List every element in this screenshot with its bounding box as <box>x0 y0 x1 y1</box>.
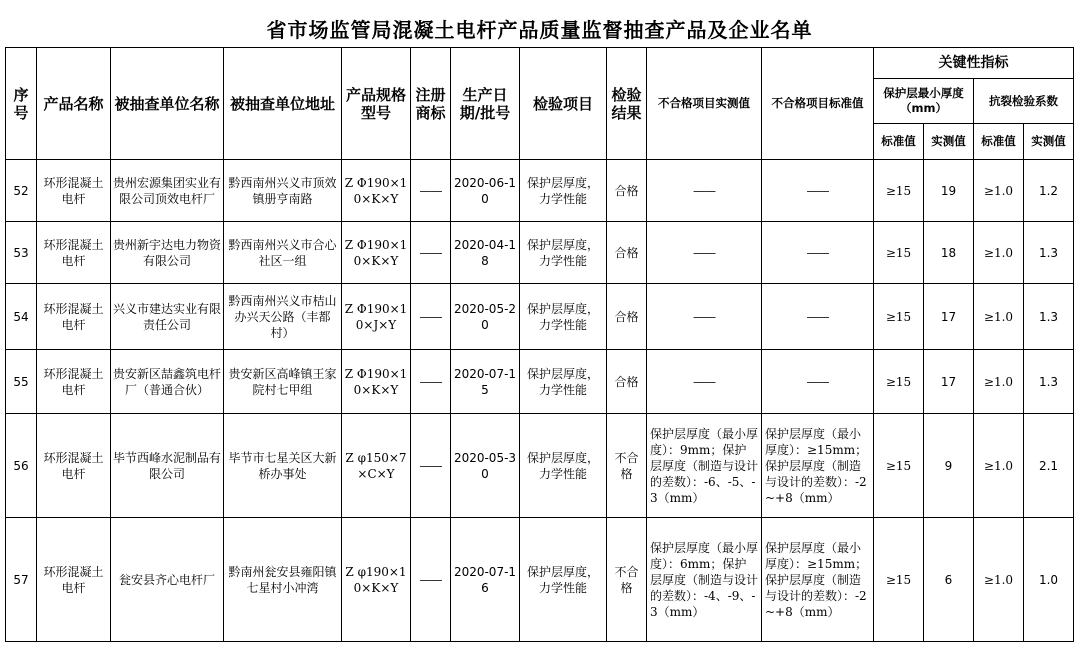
cell-fail-measured: —— <box>647 222 762 284</box>
cell-fail-standard: —— <box>762 284 874 350</box>
header-cover-std: 标准值 <box>874 124 924 160</box>
header-company: 被抽查单位名称 <box>111 48 224 160</box>
cell-company: 贵安新区喆鑫筑电杆厂（普通合伙） <box>111 350 224 414</box>
cell-result: 合格 <box>607 160 647 222</box>
cell-trademark: —— <box>411 350 451 414</box>
cell-seq: 54 <box>6 284 37 350</box>
cell-date: 2020-06-10 <box>451 160 520 222</box>
cell-spec: Z Φ190×10×K×Y <box>342 222 411 284</box>
cell-fail-measured: 保护层厚度（最小厚度）：6mm；保护层厚度（制造与设计的差数）：-4、-9、-3（mm） <box>647 518 762 642</box>
cell-fail-standard: —— <box>762 160 874 222</box>
cell-company: 贵州新宇达电力物资有限公司 <box>111 222 224 284</box>
table-row <box>6 518 1074 642</box>
header-crack-std: 标准值 <box>974 124 1024 160</box>
cell-cover-std: ≥15 <box>874 414 924 518</box>
header-address: 被抽查单位地址 <box>224 48 342 160</box>
cell-result: 合格 <box>607 350 647 414</box>
cell-items: 保护层厚度，力学性能 <box>520 222 607 284</box>
cell-product: 环形混凝土电杆 <box>37 284 111 350</box>
cell-crack-std: ≥1.0 <box>974 284 1024 350</box>
cell-crack-meas: 1.2 <box>1024 160 1074 222</box>
cell-seq: 52 <box>6 160 37 222</box>
cell-seq: 56 <box>6 414 37 518</box>
header-cover-thickness: 保护层最小厚度（mm） <box>874 79 974 124</box>
cell-crack-meas: 2.1 <box>1024 414 1074 518</box>
cell-crack-std: ≥1.0 <box>974 414 1024 518</box>
cell-result: 不合格 <box>607 518 647 642</box>
cell-fail-standard: —— <box>762 222 874 284</box>
cell-fail-standard: 保护层厚度（最小厚度）：≥15mm；保护层厚度（制造与设计的差数）：-2~+8（mm） <box>762 518 874 642</box>
cell-seq: 55 <box>6 350 37 414</box>
cell-trademark: —— <box>411 222 451 284</box>
inspection-table <box>5 47 1074 642</box>
cell-product: 环形混凝土电杆 <box>37 160 111 222</box>
cell-address: 贵安新区高峰镇王家院村七甲组 <box>224 350 342 414</box>
cell-date: 2020-07-15 <box>451 350 520 414</box>
cell-address: 黔西南州兴义市桔山办兴天公路（丰都村） <box>224 284 342 350</box>
header-trademark: 注册商标 <box>411 48 451 160</box>
table-row <box>6 160 1074 222</box>
cell-cover-std: ≥15 <box>874 518 924 642</box>
cell-fail-measured: 保护层厚度（最小厚度）：9mm；保护层厚度（制造与设计的差数）：-6、-5、-3（mm） <box>647 414 762 518</box>
page-title: 省市场监管局混凝土电杆产品质量监督抽查产品及企业名单 <box>266 18 813 42</box>
cell-address: 毕节市七星关区大新桥办事处 <box>224 414 342 518</box>
header-crack-meas: 实测值 <box>1024 124 1074 160</box>
cell-cover-std: ≥15 <box>874 160 924 222</box>
header-items: 检验项目 <box>520 48 607 160</box>
cell-cover-meas: 18 <box>924 222 974 284</box>
cell-items: 保护层厚度，力学性能 <box>520 414 607 518</box>
cell-spec: Z Φ190×10×K×Y <box>342 160 411 222</box>
cell-company: 毕节西峰水泥制品有限公司 <box>111 414 224 518</box>
header-date: 生产日期/批号 <box>451 48 520 160</box>
cell-cover-std: ≥15 <box>874 222 924 284</box>
cell-crack-std: ≥1.0 <box>974 160 1024 222</box>
cell-crack-meas: 1.3 <box>1024 350 1074 414</box>
header-cover-meas: 实测值 <box>924 124 974 160</box>
cell-fail-measured: —— <box>647 284 762 350</box>
cell-fail-standard: 保护层厚度（最小厚度）：≥15mm；保护层厚度（制造与设计的差数）：-2~+8（mm） <box>762 414 874 518</box>
cell-items: 保护层厚度，力学性能 <box>520 284 607 350</box>
cell-crack-std: ≥1.0 <box>974 222 1024 284</box>
cell-cover-std: ≥15 <box>874 284 924 350</box>
cell-cover-meas: 17 <box>924 350 974 414</box>
cell-cover-meas: 17 <box>924 284 974 350</box>
cell-fail-measured: —— <box>647 350 762 414</box>
cell-spec: Z φ190×10×K×Y <box>342 518 411 642</box>
header-crack-coefficient: 抗裂检验系数 <box>974 79 1074 124</box>
cell-address: 黔南州瓮安县雍阳镇七星村小冲湾 <box>224 518 342 642</box>
cell-company: 贵州宏源集团实业有限公司顶效电杆厂 <box>111 160 224 222</box>
table-row <box>6 222 1074 284</box>
cell-seq: 57 <box>6 518 37 642</box>
cell-product: 环形混凝土电杆 <box>37 350 111 414</box>
table-row <box>6 414 1074 518</box>
cell-company: 兴义市建达实业有限责任公司 <box>111 284 224 350</box>
header-seq: 序号 <box>6 48 37 160</box>
cell-result: 不合格 <box>607 414 647 518</box>
cell-trademark: —— <box>411 414 451 518</box>
cell-items: 保护层厚度，力学性能 <box>520 350 607 414</box>
cell-company: 瓮安县齐心电杆厂 <box>111 518 224 642</box>
cell-seq: 53 <box>6 222 37 284</box>
cell-crack-std: ≥1.0 <box>974 518 1024 642</box>
cell-crack-meas: 1.3 <box>1024 284 1074 350</box>
table-row <box>6 284 1074 350</box>
cell-fail-standard: —— <box>762 350 874 414</box>
cell-crack-meas: 1.3 <box>1024 222 1074 284</box>
cell-address: 黔西南州兴义市顶效镇册亨南路 <box>224 160 342 222</box>
cell-fail-measured: —— <box>647 160 762 222</box>
cell-date: 2020-05-20 <box>451 284 520 350</box>
cell-result: 合格 <box>607 222 647 284</box>
cell-cover-std: ≥15 <box>874 350 924 414</box>
cell-cover-meas: 9 <box>924 414 974 518</box>
header-result: 检验结果 <box>607 48 647 160</box>
cell-spec: Z Φ190×10×J×Y <box>342 284 411 350</box>
header-fail-measured: 不合格项目实测值 <box>647 48 762 160</box>
cell-spec: Z Φ190×10×K×Y <box>342 350 411 414</box>
cell-address: 黔西南州兴义市合心社区一组 <box>224 222 342 284</box>
cell-result: 合格 <box>607 284 647 350</box>
cell-date: 2020-07-16 <box>451 518 520 642</box>
cell-product: 环形混凝土电杆 <box>37 518 111 642</box>
cell-crack-std: ≥1.0 <box>974 350 1024 414</box>
cell-date: 2020-04-18 <box>451 222 520 284</box>
cell-items: 保护层厚度，力学性能 <box>520 518 607 642</box>
cell-date: 2020-05-30 <box>451 414 520 518</box>
cell-trademark: —— <box>411 518 451 642</box>
cell-spec: Z φ150×7×C×Y <box>342 414 411 518</box>
cell-trademark: —— <box>411 284 451 350</box>
cell-trademark: —— <box>411 160 451 222</box>
header-product: 产品名称 <box>37 48 111 160</box>
cell-items: 保护层厚度，力学性能 <box>520 160 607 222</box>
table-row <box>6 350 1074 414</box>
header-spec: 产品规格型号 <box>342 48 411 160</box>
cell-product: 环形混凝土电杆 <box>37 222 111 284</box>
cell-product: 环形混凝土电杆 <box>37 414 111 518</box>
header-fail-standard: 不合格项目标准值 <box>762 48 874 160</box>
header-key-indicators: 关键性指标 <box>874 48 1074 79</box>
cell-cover-meas: 19 <box>924 160 974 222</box>
cell-cover-meas: 6 <box>924 518 974 642</box>
cell-crack-meas: 1.0 <box>1024 518 1074 642</box>
